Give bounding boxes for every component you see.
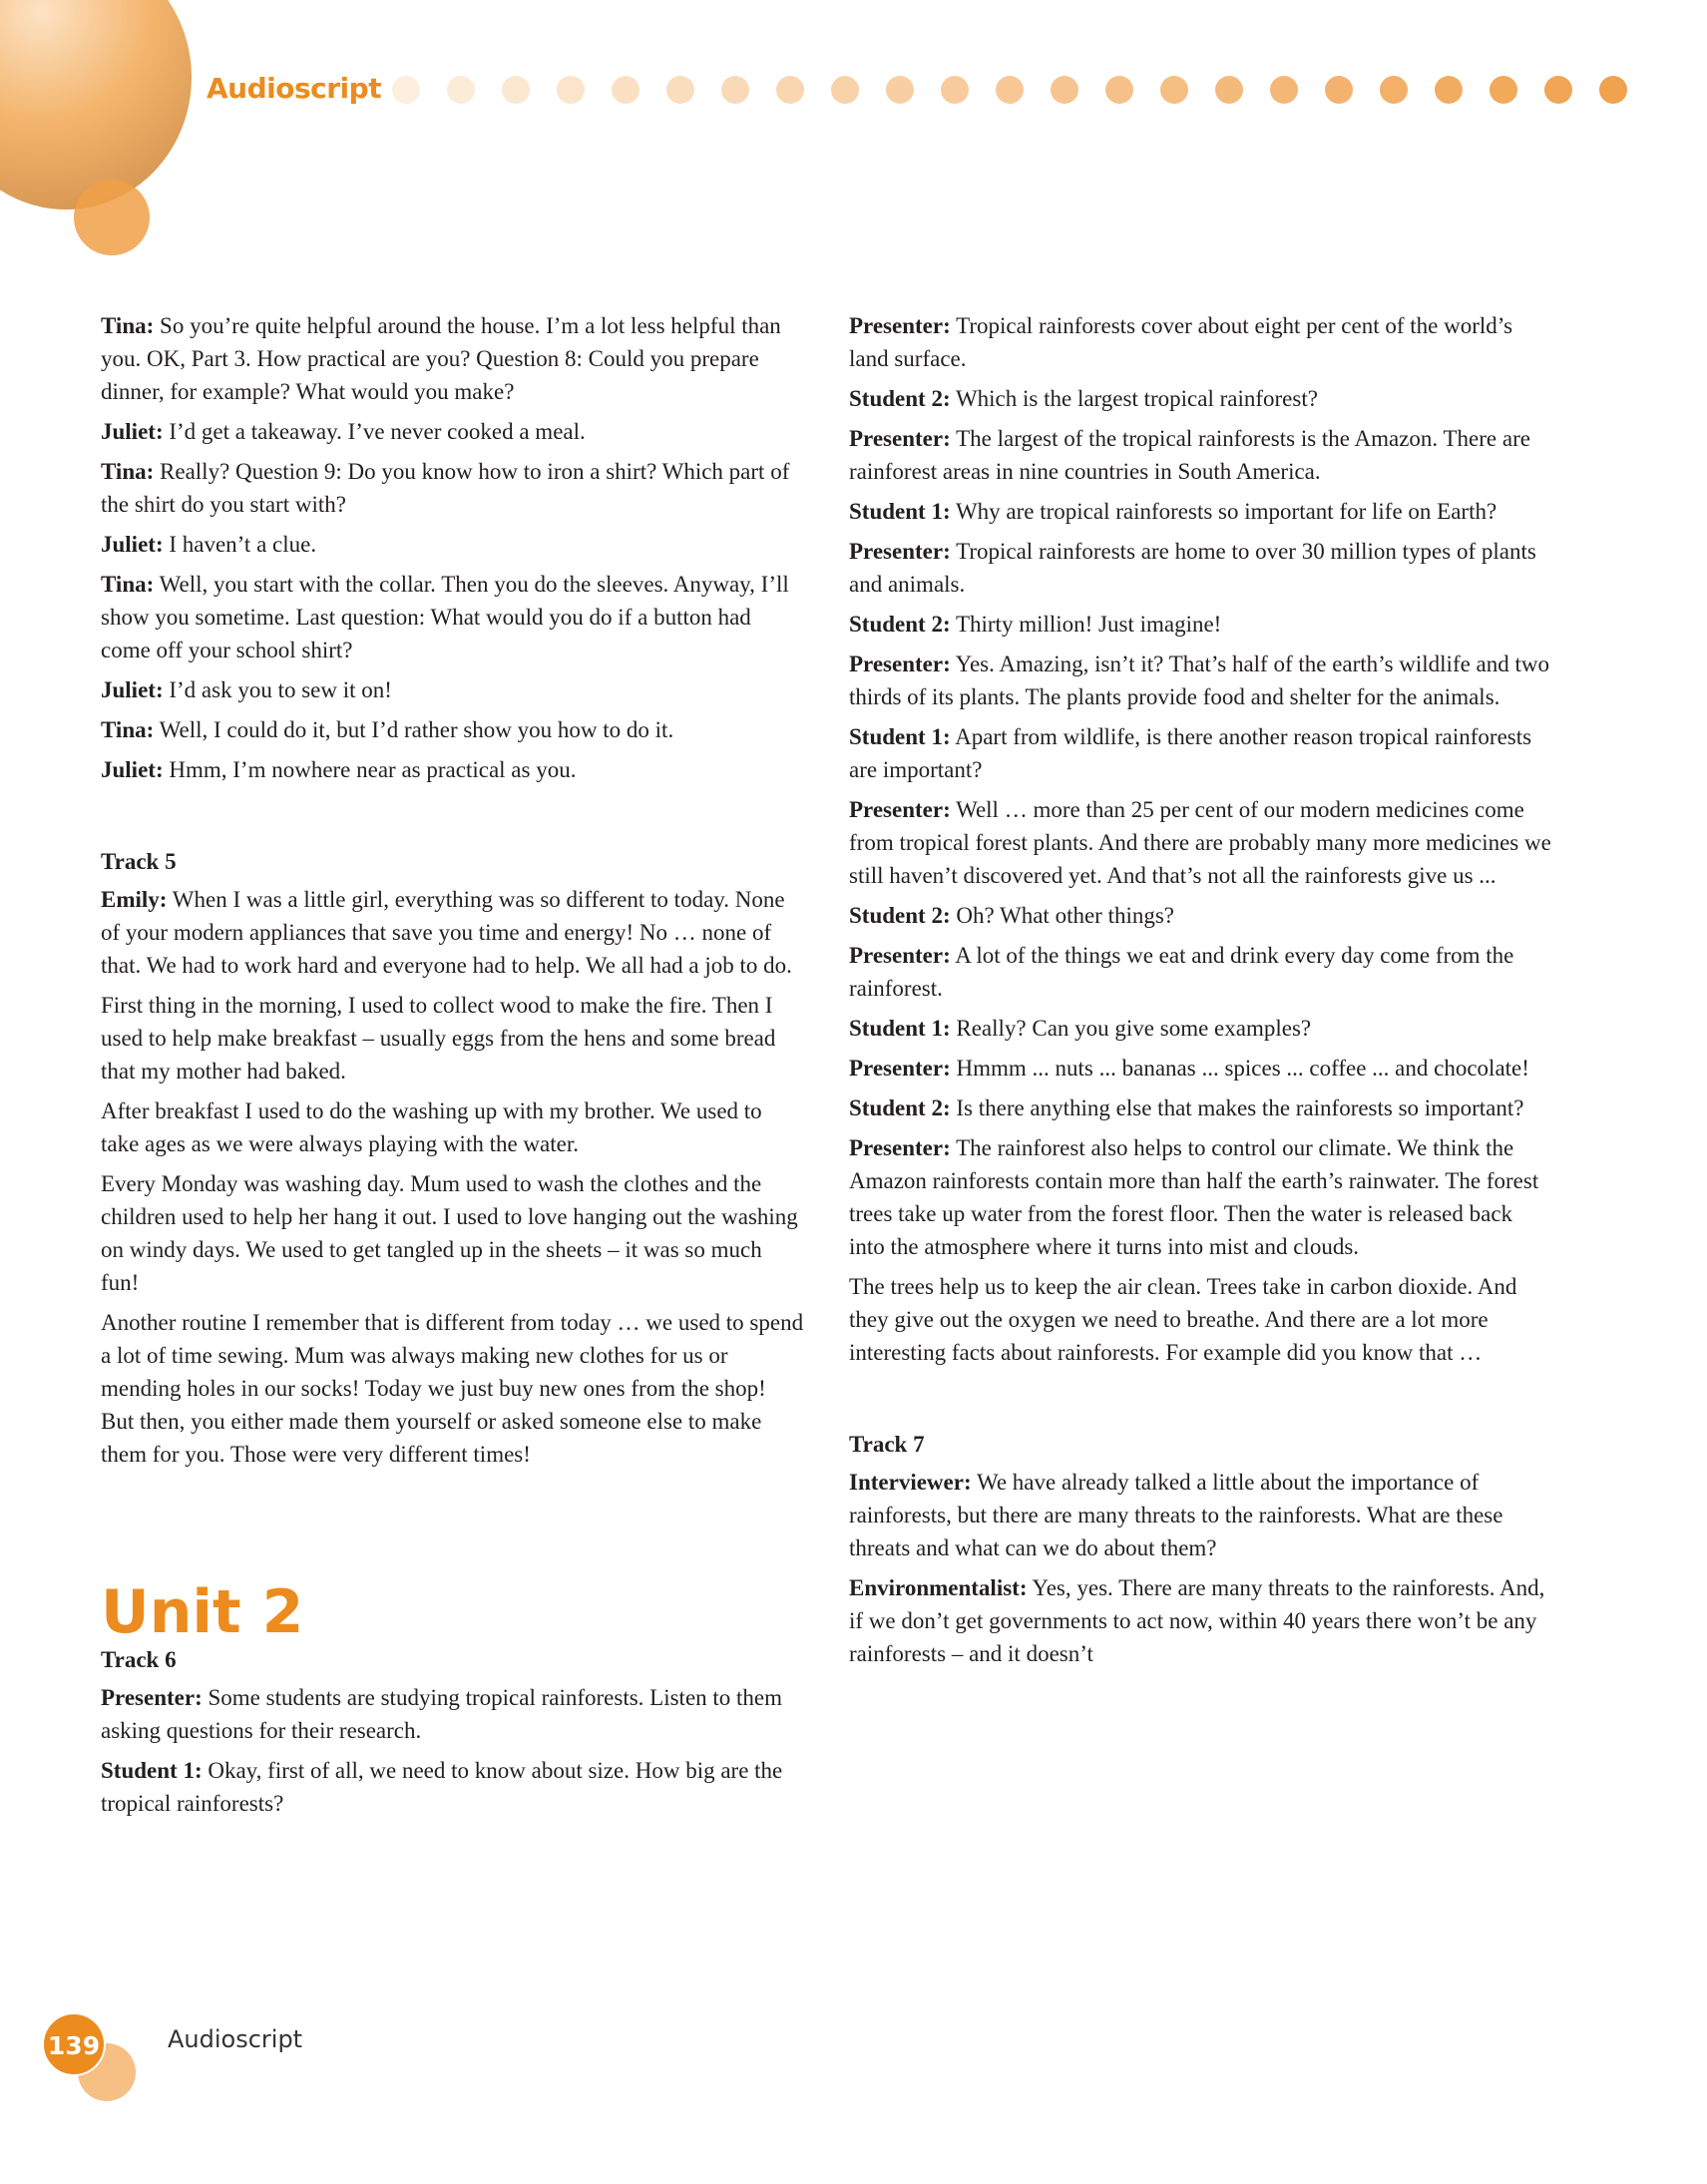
dialogue-paragraph	[101, 1306, 804, 1471]
speaker-name: Juliet:	[101, 532, 164, 557]
dialogue-paragraph	[101, 309, 804, 408]
dialogue-paragraph	[101, 415, 804, 448]
decorative-dot	[1160, 76, 1188, 104]
dialogue-paragraph	[849, 648, 1552, 713]
dialogue-text: Hmmm ... nuts ... bananas ... spices ... coffee ... and chocolate!	[956, 1056, 1529, 1081]
dialogue-paragraph	[849, 495, 1552, 528]
speaker-name: Student 2:	[849, 386, 951, 411]
dialogue-paragraph	[849, 1270, 1552, 1369]
spacer	[101, 1529, 804, 1581]
decorative-ball-small	[74, 180, 150, 255]
dialogue-text: Well, I could do it, but I’d rather show you how to do it.	[159, 717, 674, 742]
dialogue-text: I’d get a takeaway. I’ve never cooked a meal.	[169, 419, 586, 444]
decorative-dot	[941, 76, 969, 104]
dialogue-text: First thing in the morning, I used to collect wood to make the fire. Then I used to help make breakfast – usually eggs from the hens and some bread that my mother had baked.	[101, 993, 776, 1084]
decorative-dot	[1270, 76, 1298, 104]
speaker-name: Emily:	[101, 887, 168, 912]
dialogue-paragraph	[101, 713, 804, 746]
unit-heading: Unit 2	[101, 1577, 304, 1647]
dialogue-paragraph	[101, 455, 804, 521]
dialogue-text: A lot of the things we eat and drink every day come from the rainforest.	[849, 943, 1514, 1001]
dialogue-text: The largest of the tropical rainforests is the Amazon. There are rainforest areas in nine countries in South America.	[849, 426, 1530, 484]
decorative-dot	[1380, 76, 1408, 104]
dialogue-text: Well, you start with the collar. Then you do the sleeves. Anyway, I’ll show you sometime. Last question: What would you do if a button had come off your school shirt?	[101, 572, 789, 662]
dialogue-text: When I was a little girl, everything was so different to today. None of your modern appliances that save you time and energy! No … none of that. We had to work hard and everyone had to help. We all had a job to do.	[101, 887, 792, 978]
dialogue-paragraph	[101, 673, 804, 706]
dialogue-text: So you’re quite helpful around the house. I’m a lot less helpful than you. OK, Part 3. How practical are you? Question 8: Could you prepare dinner, for example? What would you make?	[101, 313, 781, 404]
decorative-dot	[1599, 76, 1627, 104]
dialogue-text: Why are tropical rainforests so important for life on Earth?	[955, 499, 1497, 524]
dialogue-paragraph	[849, 939, 1552, 1005]
spacer	[101, 1478, 804, 1529]
speaker-name: Juliet:	[101, 419, 164, 444]
dialogue-paragraph	[849, 535, 1552, 601]
decorative-dot	[557, 76, 585, 104]
speaker-name: Juliet:	[101, 757, 164, 782]
dialogue-paragraph	[101, 883, 804, 982]
dialogue-text: Tropical rainforests cover about eight per cent of the world’s land surface.	[849, 313, 1513, 371]
track-heading: Track 7	[849, 1432, 925, 1457]
dialogue-paragraph	[101, 1167, 804, 1299]
decorative-dot	[1544, 76, 1572, 104]
decorative-dot	[1215, 76, 1243, 104]
spacer	[849, 1376, 1552, 1428]
speaker-name: Student 2:	[849, 903, 951, 928]
speaker-name: Presenter:	[849, 1056, 951, 1081]
track-heading: Track 5	[101, 849, 177, 874]
speaker-name: Presenter:	[849, 426, 951, 451]
speaker-name: Student 2:	[849, 1095, 951, 1120]
speaker-name: Tina:	[101, 313, 155, 338]
decorative-dot	[996, 76, 1024, 104]
dialogue-text: Really? Question 9: Do you know how to iron a shirt? Which part of the shirt do you start with?	[101, 459, 790, 517]
dialogue-text: Really? Can you give some examples?	[956, 1016, 1312, 1041]
decorative-dots	[392, 76, 1627, 104]
footer-label: Audioscript	[168, 2025, 303, 2053]
dialogue-text: Hmm, I’m nowhere near as practical as you.	[169, 757, 577, 782]
speaker-name: Presenter:	[849, 797, 951, 822]
dialogue-text: I’d ask you to sew it on!	[169, 677, 392, 702]
dialogue-text: Thirty million! Just imagine!	[955, 612, 1222, 637]
decorative-dot	[612, 76, 640, 104]
dialogue-paragraph	[849, 720, 1552, 786]
dialogue-text: Okay, first of all, we need to know about size. How big are the tropical rainforests?	[101, 1758, 783, 1816]
dialogue-text: The rainforest also helps to control our climate. We think the Amazon rainforests contain more than half the earth’s rainwater. The forest trees take up water from the forest floor. Then the water is released back into the atmosphere where it turns into mist and clouds.	[849, 1135, 1539, 1259]
dialogue-paragraph	[101, 1754, 804, 1820]
decorative-dot	[447, 76, 475, 104]
decorative-dot	[502, 76, 530, 104]
speaker-name: Presenter:	[101, 1685, 203, 1710]
dialogue-paragraph	[849, 1012, 1552, 1045]
dialogue-text: Oh? What other things?	[956, 903, 1175, 928]
speaker-name: Student 1:	[849, 724, 951, 749]
speaker-name: Environmentalist:	[849, 1575, 1028, 1600]
decorative-dot	[1435, 76, 1463, 104]
decorative-dot	[392, 76, 420, 104]
dialogue-paragraph	[101, 753, 804, 786]
speaker-name: Juliet:	[101, 677, 164, 702]
dialogue-paragraph	[101, 1681, 804, 1747]
dialogue-paragraph	[101, 568, 804, 666]
speaker-name: Presenter:	[849, 539, 951, 564]
dialogue-paragraph	[849, 899, 1552, 932]
speaker-name: Presenter:	[849, 652, 951, 676]
decorative-dot	[886, 76, 914, 104]
page-number-badge: 139	[42, 2012, 106, 2076]
dialogue-text: Yes. Amazing, isn’t it? That’s half of the earth’s wildlife and two thirds of its plants. The plants provide food and shelter for the animals.	[849, 652, 1550, 709]
dialogue-text: Tropical rainforests are home to over 30 million types of plants and animals.	[849, 539, 1536, 597]
dialogue-paragraph	[849, 1131, 1552, 1263]
decorative-dot	[721, 76, 749, 104]
dialogue-paragraph	[849, 1466, 1552, 1564]
speaker-name: Presenter:	[849, 313, 951, 338]
dialogue-text: Every Monday was washing day. Mum used to wash the clothes and the children used to help her hang it out. I used to love hanging out the washing on windy days. We used to get tangled up in the sheets – it was so much fun!	[101, 1171, 798, 1295]
decorative-dot	[1325, 76, 1353, 104]
dialogue-text: The trees help us to keep the air clean. Trees take in carbon dioxide. And they give out the oxygen we need to breathe. And there are a lot more interesting facts about rainforests. For example did you know that …	[849, 1274, 1517, 1365]
speaker-name: Tina:	[101, 459, 155, 484]
dialogue-paragraph	[849, 1092, 1552, 1124]
spacer	[101, 793, 804, 845]
dialogue-paragraph	[849, 382, 1552, 415]
speaker-name: Interviewer:	[849, 1470, 972, 1495]
dialogue-text: Another routine I remember that is different from today … we used to spend a lot of time sewing. Mum was always making new clothes for us or mending holes in our socks! Today we just buy new ones from the shop! But then, you either made them yourself or asked someone else to make them for you. Those were very different times!	[101, 1310, 804, 1467]
decorative-dot	[666, 76, 694, 104]
speaker-name: Tina:	[101, 717, 155, 742]
decorative-dot	[776, 76, 804, 104]
left-column	[101, 309, 804, 1827]
dialogue-text: Well … more than 25 per cent of our modern medicines come from tropical forest plants. And there are probably many more medicines we still haven’t discovered yet. And that’s not all the rainforests give us ...	[849, 797, 1551, 888]
track-heading: Track 6	[101, 1647, 177, 1672]
dialogue-text: Is there anything else that makes the rainforests so important?	[956, 1095, 1524, 1120]
speaker-name: Student 2:	[849, 612, 951, 637]
decorative-dot	[1105, 76, 1133, 104]
dialogue-text: Which is the largest tropical rainforest?	[955, 386, 1318, 411]
speaker-name: Presenter:	[849, 1135, 951, 1160]
speaker-name: Tina:	[101, 572, 155, 597]
speaker-name: Student 1:	[101, 1758, 203, 1783]
right-column	[849, 309, 1552, 1677]
speaker-name: Student 1:	[849, 499, 951, 524]
header-title: Audioscript	[207, 72, 382, 105]
speaker-name: Presenter:	[849, 943, 951, 968]
dialogue-paragraph	[101, 989, 804, 1088]
dialogue-paragraph	[101, 1094, 804, 1160]
dialogue-text: Apart from wildlife, is there another reason tropical rainforests are important?	[849, 724, 1532, 782]
decorative-dot	[1051, 76, 1078, 104]
dialogue-paragraph	[849, 422, 1552, 488]
dialogue-paragraph	[101, 528, 804, 561]
dialogue-text: I haven’t a clue.	[169, 532, 317, 557]
dialogue-paragraph	[849, 793, 1552, 892]
dialogue-text: After breakfast I used to do the washing up with my brother. We used to take ages as we were always playing with the water.	[101, 1098, 762, 1156]
dialogue-text: Some students are studying tropical rainforests. Listen to them asking questions for their research.	[101, 1685, 783, 1743]
dialogue-paragraph	[849, 608, 1552, 641]
speaker-name: Student 1:	[849, 1016, 951, 1041]
dialogue-paragraph	[849, 1052, 1552, 1085]
dialogue-text: Yes, yes. There are many threats to the rainforests. And, if we don’t get governments to act now, within 40 years there won’t be any rainforests – and it doesn’t	[849, 1575, 1545, 1666]
dialogue-paragraph	[849, 309, 1552, 375]
dialogue-text: We have already talked a little about the importance of rainforests, but there are many threats to the rainforests. What are these threats and what can we do about them?	[849, 1470, 1503, 1560]
dialogue-paragraph	[849, 1571, 1552, 1670]
decorative-ball	[0, 0, 192, 210]
decorative-dot	[831, 76, 859, 104]
decorative-dot	[1490, 76, 1517, 104]
